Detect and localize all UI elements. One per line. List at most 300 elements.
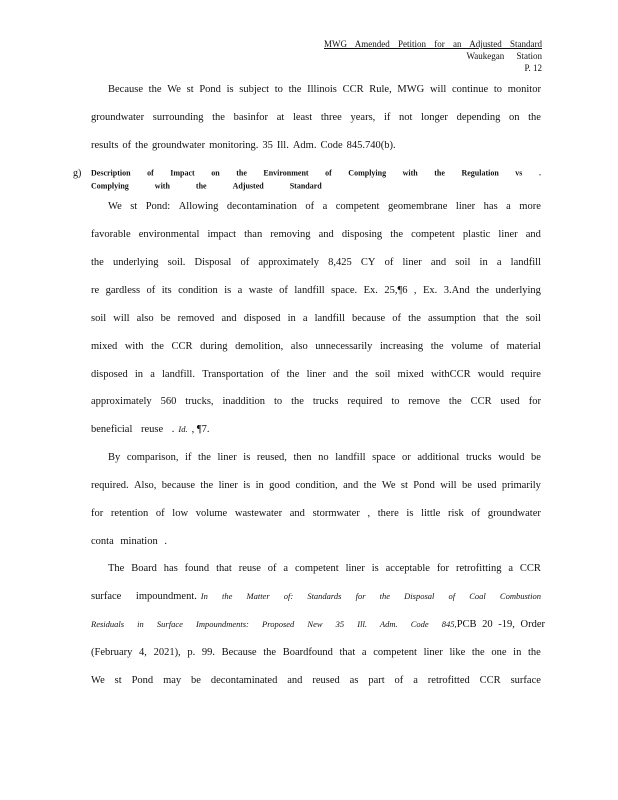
case-citation: Residuals in Surface Impoundments: Proposed New 35 Ill. Adm. Code 845, xyxy=(91,619,457,629)
word: has xyxy=(163,563,178,574)
word: landfill xyxy=(294,285,325,296)
word: Standard xyxy=(289,180,322,191)
word: a xyxy=(506,201,511,212)
word: mixed xyxy=(397,369,424,380)
word: on xyxy=(211,167,220,178)
word: comparison, xyxy=(126,452,179,463)
word: results xyxy=(91,140,119,151)
word: the xyxy=(135,140,148,151)
word: least xyxy=(292,112,313,123)
word: The xyxy=(108,563,125,574)
word: st xyxy=(114,675,122,686)
word: during xyxy=(200,341,228,352)
word: liner xyxy=(218,480,238,491)
word: landfill xyxy=(510,257,541,268)
word: Ill. xyxy=(276,140,289,151)
word: competent xyxy=(335,201,380,212)
word: removing xyxy=(270,229,311,240)
word: competent xyxy=(411,229,455,240)
word: good xyxy=(269,480,291,491)
word: underlying xyxy=(112,257,159,268)
page-header xyxy=(324,38,542,74)
word: if xyxy=(383,112,391,123)
word: risk xyxy=(448,508,464,519)
word: p. xyxy=(187,647,196,658)
word: Because xyxy=(221,647,257,658)
word: impact xyxy=(207,229,237,240)
word: a xyxy=(283,563,289,574)
word: the xyxy=(527,647,541,658)
word: is xyxy=(226,84,234,95)
text-line xyxy=(91,257,541,268)
word: on xyxy=(508,112,520,123)
word: the xyxy=(91,257,104,268)
word: st xyxy=(130,201,138,212)
text-line xyxy=(91,508,541,519)
text-line xyxy=(91,341,541,352)
word: environmental xyxy=(138,229,200,240)
word: the xyxy=(408,313,421,324)
word: remove xyxy=(408,396,440,407)
word: part xyxy=(368,675,385,686)
word: or xyxy=(402,452,411,463)
word: reused xyxy=(312,675,340,686)
word: 560 xyxy=(160,396,177,407)
text-line xyxy=(108,452,541,463)
word: the xyxy=(363,480,377,491)
word: low xyxy=(172,508,189,519)
word: more xyxy=(519,201,541,212)
word: liner xyxy=(402,257,422,268)
word: the xyxy=(195,180,207,191)
word: to xyxy=(274,84,283,95)
word: wastewater xyxy=(234,508,283,519)
word: and xyxy=(525,229,541,240)
word: in xyxy=(479,257,488,268)
word: Ex. xyxy=(363,285,378,296)
word: soil xyxy=(455,257,471,268)
word: removed xyxy=(177,313,215,324)
text-line xyxy=(91,313,541,324)
word: increasing xyxy=(380,341,424,352)
word: Complying xyxy=(91,180,129,191)
word: Pond xyxy=(413,480,435,491)
word: . xyxy=(538,167,541,178)
word: the xyxy=(212,112,225,123)
word: Pond xyxy=(199,84,221,95)
word: groundwater xyxy=(487,508,541,519)
word: Adm. xyxy=(292,140,317,151)
text-line xyxy=(108,563,541,574)
word: a xyxy=(361,647,367,658)
word: and xyxy=(221,313,237,324)
word: would xyxy=(477,369,505,380)
word: waste xyxy=(248,285,273,296)
word: required. xyxy=(91,480,129,491)
word: We xyxy=(167,84,181,95)
word: Pond: xyxy=(145,201,171,212)
word: retention xyxy=(110,508,149,519)
text-line xyxy=(91,229,541,240)
text-run: PCB 20 -19, Order xyxy=(456,619,546,630)
word: the xyxy=(151,341,164,352)
word: the xyxy=(390,229,404,240)
word: stormwater xyxy=(312,508,360,519)
word: CCR xyxy=(342,84,364,95)
section-letter: g) xyxy=(73,168,82,179)
word: decontamination xyxy=(226,201,297,212)
word: like xyxy=(449,647,466,658)
word: may xyxy=(163,675,182,686)
text-line xyxy=(91,285,541,296)
word: CCR xyxy=(171,341,193,352)
word: longer xyxy=(421,112,448,123)
word: re xyxy=(91,285,100,296)
word: the xyxy=(476,285,489,296)
word: than xyxy=(244,229,263,240)
word: mixed xyxy=(91,341,118,352)
word: underlying xyxy=(495,285,541,296)
word: a xyxy=(413,675,418,686)
word: in xyxy=(134,369,144,380)
word: and xyxy=(289,508,305,519)
word: Adjusted xyxy=(232,180,264,191)
word: approximately xyxy=(91,396,152,407)
text-line xyxy=(91,480,541,491)
word: Allowing xyxy=(178,201,219,212)
word: to xyxy=(391,396,400,407)
word: subject xyxy=(239,84,270,95)
word: is xyxy=(243,480,251,491)
word: geomembrane xyxy=(387,201,448,212)
text-run: surface impoundment. xyxy=(91,591,197,602)
word: will xyxy=(429,84,447,95)
word: approximately xyxy=(258,257,319,268)
word: 8,425 xyxy=(328,257,352,268)
word: the xyxy=(505,313,519,324)
word: has xyxy=(483,201,498,212)
word: and xyxy=(430,257,447,268)
word: of xyxy=(240,257,250,268)
word: favorable xyxy=(91,229,131,240)
word: because xyxy=(161,480,196,491)
word: liner xyxy=(306,369,326,380)
word: because xyxy=(351,313,386,324)
word: Pond xyxy=(131,675,154,686)
word: soil. xyxy=(167,257,186,268)
word: We xyxy=(91,675,105,686)
word: also xyxy=(136,313,154,324)
word: condition, xyxy=(295,480,338,491)
word: surrounding xyxy=(152,112,204,123)
word: and xyxy=(343,480,359,491)
word: Impact xyxy=(170,167,195,178)
word: the xyxy=(355,369,369,380)
word: , xyxy=(367,508,371,519)
word: competent xyxy=(294,563,339,574)
word: of xyxy=(392,313,402,324)
word: required xyxy=(347,396,383,407)
word: trucks xyxy=(312,396,339,407)
word: landfill xyxy=(335,452,366,463)
word: in xyxy=(513,647,522,658)
word: Board xyxy=(131,563,157,574)
word: used xyxy=(477,480,497,491)
text-line xyxy=(91,424,541,435)
header-station: Waukegan Station xyxy=(466,51,542,61)
word: found xyxy=(184,563,210,574)
word: not xyxy=(399,112,413,123)
word: three xyxy=(320,112,342,123)
word: space xyxy=(372,452,396,463)
word: and xyxy=(318,229,334,240)
word: CY xyxy=(360,257,376,268)
word: retrofitted xyxy=(427,675,470,686)
word: of xyxy=(325,167,332,178)
word: landfill. xyxy=(162,369,195,380)
word: 2021), xyxy=(153,647,181,658)
word: Disposal xyxy=(194,257,232,268)
word: a xyxy=(237,285,243,296)
word: the xyxy=(198,452,211,463)
word: unnecessarily xyxy=(315,341,373,352)
text-line xyxy=(91,396,541,407)
word: groundwater xyxy=(152,140,206,151)
text-line xyxy=(91,369,541,380)
word: 4, xyxy=(139,647,147,658)
word: continue xyxy=(451,84,489,95)
word: used xyxy=(500,396,520,407)
word: is xyxy=(371,563,379,574)
word: is xyxy=(224,285,232,296)
word: liner xyxy=(217,452,237,463)
word: acceptable xyxy=(385,563,430,574)
word: , xyxy=(413,285,417,296)
word: soil xyxy=(375,369,391,380)
word: decontaminated xyxy=(210,675,278,686)
word: competent xyxy=(373,647,417,658)
word: By xyxy=(108,452,121,463)
word: of xyxy=(267,563,277,574)
word: inaddition xyxy=(222,396,266,407)
header-title: MWG Amended Petition for an Adjusted Standard xyxy=(324,39,542,49)
word: is xyxy=(406,508,414,519)
word: 25,¶6 xyxy=(384,285,408,296)
word: space. xyxy=(331,285,358,296)
word: retrofitting xyxy=(455,563,502,574)
word: of xyxy=(384,257,394,268)
word: that xyxy=(482,313,499,324)
word: disposed xyxy=(91,369,128,380)
word: monitoring. xyxy=(209,140,259,151)
word: st xyxy=(186,84,194,95)
word: 3.And xyxy=(443,285,470,296)
word: of xyxy=(490,341,499,352)
word: require xyxy=(511,369,541,380)
word: Ex. xyxy=(422,285,438,296)
word: Transportation xyxy=(202,369,264,380)
word: for xyxy=(528,396,541,407)
text-line xyxy=(91,619,546,630)
word: 35 xyxy=(262,140,273,151)
word: the xyxy=(448,396,462,407)
word: Regulation xyxy=(461,167,499,178)
word: of xyxy=(155,508,165,519)
text-line xyxy=(91,112,541,123)
word: the xyxy=(471,647,485,658)
word: material xyxy=(506,341,541,352)
word: would xyxy=(498,452,525,463)
word: Also, xyxy=(133,480,157,491)
word: one xyxy=(491,647,507,658)
word: Code xyxy=(320,140,343,151)
word: trucks, xyxy=(185,396,214,407)
word: of xyxy=(147,167,154,178)
word: soil xyxy=(525,313,541,324)
word: also xyxy=(290,341,308,352)
word: of xyxy=(270,369,280,380)
word: Because xyxy=(108,84,143,95)
word: then xyxy=(293,452,312,463)
text-line xyxy=(108,84,541,95)
word: of xyxy=(279,285,288,296)
word: its xyxy=(161,285,172,296)
text-line xyxy=(91,591,541,602)
word: condition xyxy=(178,285,218,296)
word: basinfor xyxy=(233,112,269,123)
word: of xyxy=(394,675,404,686)
word: the xyxy=(286,369,300,380)
text-run: beneficial reuse . xyxy=(91,424,175,435)
word: the xyxy=(263,647,277,658)
word: with xyxy=(402,167,418,178)
word: trucks xyxy=(465,452,492,463)
word: MWG xyxy=(397,84,425,95)
word: in xyxy=(255,480,264,491)
word: disposing xyxy=(341,229,383,240)
word: volume xyxy=(451,341,483,352)
word: We xyxy=(381,480,396,491)
word: the xyxy=(528,112,541,123)
word: CCR xyxy=(479,675,501,686)
header-page-number: P. 12 xyxy=(524,63,542,73)
word: demolition, xyxy=(235,341,284,352)
word: a xyxy=(496,257,502,268)
text-run: conta mination . xyxy=(91,536,167,547)
word: withCCR xyxy=(430,369,471,380)
word: monitor xyxy=(507,84,541,95)
word: no xyxy=(318,452,329,463)
word: of xyxy=(122,140,132,151)
word: a xyxy=(322,201,328,212)
word: if xyxy=(185,452,192,463)
word: CCR xyxy=(519,563,541,574)
word: groundwater xyxy=(91,112,145,123)
word: landfill xyxy=(314,313,345,324)
word: reuse xyxy=(238,563,261,574)
word: the xyxy=(291,396,304,407)
citation-id: Id. xyxy=(178,424,188,434)
word: soil xyxy=(91,313,107,324)
word: 99. xyxy=(201,647,215,658)
word: there xyxy=(377,508,399,519)
word: that xyxy=(339,647,356,658)
word: to xyxy=(273,396,283,407)
word: the xyxy=(430,341,444,352)
word: years, xyxy=(350,112,376,123)
section-heading-line xyxy=(91,181,541,191)
word: st xyxy=(400,480,408,491)
word: the xyxy=(288,84,302,95)
word: (February xyxy=(91,647,133,658)
word: vs xyxy=(515,167,523,178)
word: the xyxy=(236,167,247,178)
word: We xyxy=(108,201,122,212)
word: as xyxy=(349,675,359,686)
text-line xyxy=(108,201,541,212)
word: and xyxy=(332,369,349,380)
word: and xyxy=(287,675,303,686)
word: reused, xyxy=(256,452,287,463)
word: to xyxy=(493,84,502,95)
word: 845.740(b). xyxy=(346,140,396,151)
word: Illinois xyxy=(307,84,337,95)
word: a xyxy=(508,563,514,574)
word: be xyxy=(461,480,472,491)
word: Boardfound xyxy=(282,647,333,658)
section-heading-line xyxy=(91,168,541,178)
word: with xyxy=(154,180,170,191)
word: a xyxy=(150,369,155,380)
word: will xyxy=(113,313,130,324)
text-line xyxy=(91,647,541,658)
word: Environment xyxy=(263,167,309,178)
word: liner xyxy=(455,201,476,212)
text-line xyxy=(91,140,541,151)
word: volume xyxy=(195,508,228,519)
text-line xyxy=(91,675,541,686)
word: the xyxy=(200,480,214,491)
word: Rule, xyxy=(369,84,392,95)
word: in xyxy=(287,313,296,324)
word: liner xyxy=(423,647,443,658)
word: assumption xyxy=(428,313,476,324)
word: gardless xyxy=(105,285,141,296)
word: Complying xyxy=(348,167,387,178)
word: is xyxy=(243,452,251,463)
word: be xyxy=(160,313,171,324)
word: disposed xyxy=(243,313,281,324)
word: liner xyxy=(345,563,365,574)
word: will xyxy=(440,480,457,491)
word: surface xyxy=(510,675,541,686)
word: that xyxy=(216,563,232,574)
word: CCR xyxy=(470,396,492,407)
word: for xyxy=(436,563,450,574)
word: a xyxy=(302,313,308,324)
word: depending xyxy=(456,112,501,123)
word: of xyxy=(146,285,156,296)
word: little xyxy=(421,508,441,519)
word: of xyxy=(305,201,315,212)
word: be xyxy=(191,675,201,686)
word: primarily xyxy=(501,480,541,491)
text-run: , ¶7. xyxy=(191,424,210,435)
word: additional xyxy=(417,452,460,463)
word: Description xyxy=(91,167,131,178)
word: plastic xyxy=(462,229,491,240)
word: liner xyxy=(498,229,518,240)
